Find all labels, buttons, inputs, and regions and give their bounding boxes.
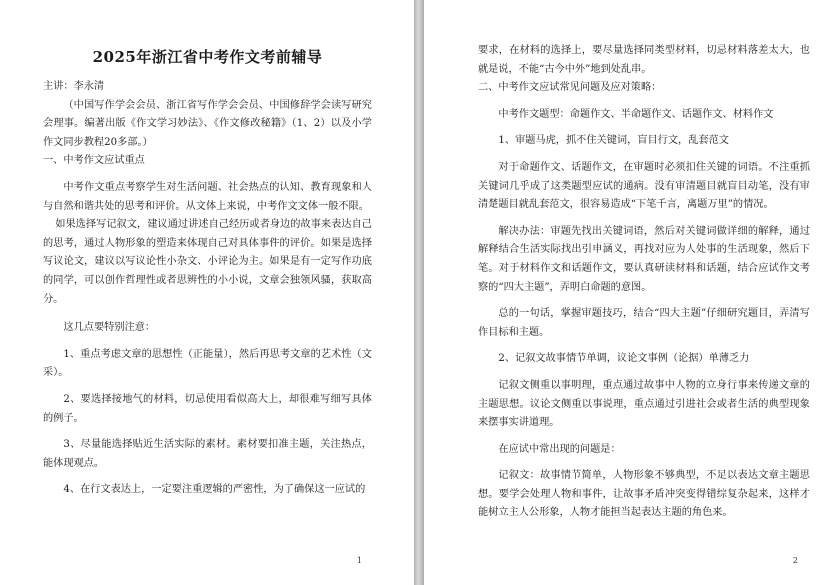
point-2: 2、要选择接地气的材料，切忌使用看似高大上，却很难写细写具体的例子。	[43, 393, 372, 424]
document-page-2	[424, 0, 838, 585]
paragraph: 总的一句话，掌握审题技巧，结合“四大主题”仔细研究题目，弄清写作目标和主题。	[478, 308, 810, 338]
paragraph: 解决办法：审题先找出关键词语，然后对关键词做详细的解释，通过解释结合生活实际找出引申涵义，再找对应为人处事的生活现象，然后下笔。对于材料作文和话题作文，要认真研读材料和话题，结合应试作文考察的“四大主题”，弄明白命题的意图。	[478, 225, 810, 293]
paragraph: 如果选择写记叙文，建议通过讲述自己经历或者身边的故事来表达自己的思考，通过人物形象的塑造来体现自己对具体事件的评价。如果是选择写议论文，建议以写议论性小杂文、小评论为主。如果是有一定写作功底的同学，可以创作哲理性或者思辨性的小小说，文章会独领风骚，获取高分。	[43, 219, 372, 305]
paragraph-continued: 要求，在材料的选择上，要尽量选择同类型材料，切忌材料落差太大，也就是说，不能“古今中外”地到处乱串。	[478, 45, 810, 75]
points-intro: 这几点要特别注意：	[63, 322, 156, 334]
issue-1-heading: 1、审题马虎，抓不住关键词，盲目行文，乱套范文	[498, 135, 729, 147]
paragraph: 对于命题作文、话题作文，在审题时必须扣住关键的词语。不注重抓关键词几乎成了这类题型应试的通病。没有审清题目就盲目动笔，没有审清楚题目就乱套范文，很容易造成“下笔千言，离题万里”的情况。	[478, 161, 810, 211]
page-2-content	[478, 42, 810, 523]
question-types: 中考作文题型：命题作文、半命题作文、话题作文、材料作文	[498, 108, 774, 120]
lecturer-bio: （中国写作学会会员、浙江省写作学会会员、中国修辞学会读写研究会理事。编著出版《作文学习妙法》、《作文修改秘籍》（1、2）以及小学作文同步教程20多部。）	[43, 99, 372, 148]
paragraph: 记叙文：故事情节简单，人物形象不够典型，不足以表达文章主题思想。要学会处理人物和事件，让故事矛盾冲突变得错综复杂起来，这样才能树立主人公形象，人物才能担当起表达主题的角色来。	[478, 470, 810, 519]
document-page-1	[0, 0, 414, 585]
section-heading-1: 一、中考作文应试重点	[43, 155, 145, 167]
page-1-content	[43, 46, 372, 500]
page-gutter	[414, 0, 424, 585]
lecturer-line: 主讲：李永清	[43, 81, 105, 92]
point-1: 1、重点考虑文章的思想性（正能量），然后再思考文章的艺术性（文采）。	[43, 348, 372, 379]
paragraph: 记叙文侧重以事明理，重点通过故事中人物的立身行事来传递文章的主题思想。议论文侧重以事说理，重点通过引进社会或者生活的典型现象来摆事实讲道理。	[478, 379, 810, 429]
point-3: 3、尽量能选择贴近生活实际的素材。素材要扣准主题，关注热点，能体现观点。	[43, 439, 372, 469]
paragraph: 在应试中常出现的问题是：	[498, 443, 621, 455]
page-number: 2	[792, 556, 798, 565]
paragraph: 中考作文重点考察学生对生活问题、社会热点的认知、教育现象和人与自然和谐共处的思考和评价。从文体上来说，中考作文文体一般不限。	[43, 181, 372, 212]
point-4: 4、在行文表达上，一定要注重逻辑的严密性，为了确保这一应试的	[63, 484, 366, 496]
issue-2-heading: 2、记叙文故事情节单调，议论文事例（论据）单薄乏力	[498, 353, 750, 365]
document-title: 2025年浙江省中考作文考前辅导	[92, 48, 323, 66]
page-number: 1	[356, 556, 362, 565]
section-heading-2: 二、中考作文应试常见问题及应对策略：	[478, 82, 662, 94]
